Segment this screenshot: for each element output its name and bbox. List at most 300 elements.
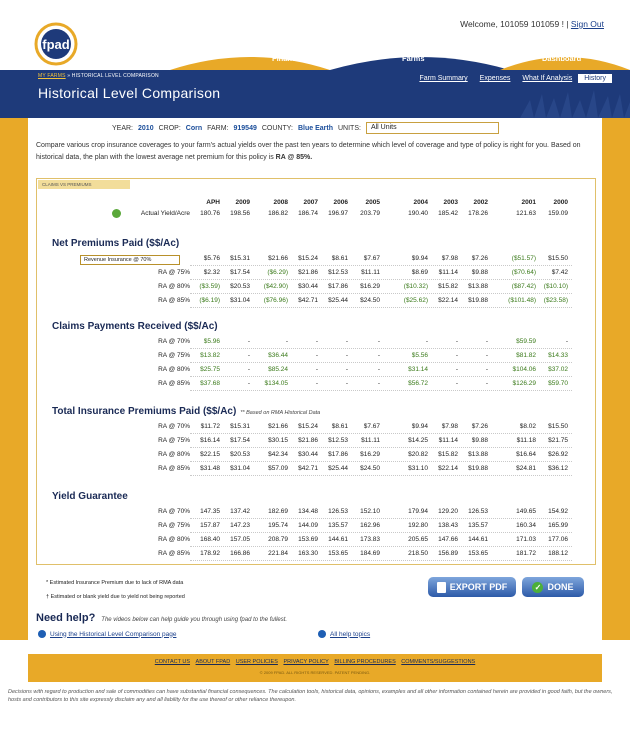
table-cell: 165.99 <box>548 522 568 529</box>
footer-link-privacy[interactable]: PRIVACY POLICY <box>283 659 329 665</box>
table-cell: 181.72 <box>516 550 536 557</box>
row-label: RA @ 85% <box>158 380 190 387</box>
row-divider <box>190 546 572 547</box>
table-cell: $19.88 <box>468 297 488 304</box>
tab-what-if-analysis[interactable]: What If Analysis <box>522 75 573 82</box>
intro-text <box>36 140 596 164</box>
table-cell: - <box>345 352 348 359</box>
table-cell: $9.88 <box>471 437 488 444</box>
table-cell: $19.88 <box>468 465 488 472</box>
actual-yield-value: 203.79 <box>360 210 380 217</box>
table-cell: 153.65 <box>328 550 348 557</box>
table-cell: ($6.19) <box>199 297 220 304</box>
footer-link-about[interactable]: ABOUT FPAD <box>195 659 231 665</box>
table-cell: $42.71 <box>298 297 318 304</box>
table-cell: ($10.32) <box>403 283 428 290</box>
actual-yield-value: 178.26 <box>468 210 488 217</box>
row-divider <box>190 447 572 448</box>
svg-text:fpad: fpad <box>42 37 70 52</box>
table-cell: 156.89 <box>438 550 458 557</box>
table-cell: - <box>315 366 318 373</box>
help-link-all-topics[interactable] <box>318 630 370 638</box>
tab-history[interactable]: History <box>578 74 612 83</box>
table-cell: - <box>315 352 318 359</box>
table-cell: $24.81 <box>516 465 536 472</box>
table-cell: - <box>565 338 568 345</box>
table-cell: $11.11 <box>361 437 380 444</box>
copyright: © 2009 FPAD. ALL RIGHTS RESERVED. PATENT PENDING. <box>259 670 371 675</box>
table-cell: $12.53 <box>328 269 348 276</box>
section-title-0 <box>52 238 179 249</box>
table-cell: 184.69 <box>360 550 380 557</box>
sign-out-link[interactable]: Sign Out <box>570 19 604 29</box>
table-cell: $57.09 <box>268 465 288 472</box>
table-cell: $16.64 <box>516 451 536 458</box>
row-divider <box>190 293 572 294</box>
row-label: RA @ 70% <box>158 508 190 515</box>
table-cell: - <box>315 380 318 387</box>
table-cell: - <box>455 352 458 359</box>
help-subtitle: The videos below can help guide you through using fpad to the fullest. <box>101 617 288 623</box>
table-cell: - <box>377 366 380 373</box>
actual-yield-value: 121.63 <box>516 210 536 217</box>
site-header <box>0 0 630 70</box>
table-cell: 166.86 <box>230 550 250 557</box>
section-title-1 <box>52 321 218 332</box>
table-cell: $42.34 <box>268 451 288 458</box>
column-header: 2007 <box>303 199 318 206</box>
table-cell: $36.12 <box>548 465 568 472</box>
table-cell: 179.94 <box>408 508 428 515</box>
table-cell: $16.29 <box>360 283 380 290</box>
table-cell: $22.14 <box>438 465 458 472</box>
actual-yield-value: 196.97 <box>328 210 348 217</box>
farm-selector <box>112 122 499 134</box>
pdf-icon <box>437 582 446 593</box>
row-label: RA @ 80% <box>158 451 190 458</box>
table-cell: 147.35 <box>200 508 220 515</box>
table-cell: $15.31 <box>230 423 250 430</box>
table-cell: $11.11 <box>361 269 380 276</box>
table-cell: 147.23 <box>230 522 250 529</box>
table-cell: 126.53 <box>468 508 488 515</box>
help-link-historical[interactable] <box>38 630 176 638</box>
table-cell: $16.29 <box>360 451 380 458</box>
table-cell: - <box>247 366 250 373</box>
disclaimer: Decisions with regard to production and sale of commodities can have substantial financial consequences. The calculation tools, historical data, opinions, examples and all other information contained herein are provided in good faith, but the owners, hosts and contributors to this site expressly disclaim any and all liability for the use thereof or other reliance thereupon. <box>8 689 613 703</box>
table-cell: 162.96 <box>360 522 380 529</box>
table-cell: - <box>485 352 488 359</box>
footer-link-contact-us[interactable]: CONTACT US <box>154 659 191 665</box>
tab-claims-vs-premiums[interactable]: CLAIMS VS PREMIUMS <box>38 180 130 189</box>
units-label: UNITS: <box>338 124 361 132</box>
play-icon <box>318 630 326 638</box>
table-cell: $21.86 <box>298 437 318 444</box>
section-title-text: Total Insurance Premiums Paid ($$/Ac) <box>52 406 237 417</box>
check-icon: ✓ <box>532 582 543 593</box>
table-cell: - <box>285 338 288 345</box>
table-cell: $31.10 <box>408 465 428 472</box>
table-cell: $2.32 <box>203 269 220 276</box>
footer-link-user-policies[interactable]: USER POLICIES <box>235 659 278 665</box>
table-cell: $15.24 <box>298 423 318 430</box>
crop-label: CROP: <box>158 124 181 132</box>
row-divider <box>190 376 572 377</box>
row-divider <box>190 307 572 308</box>
table-cell: $8.69 <box>411 269 428 276</box>
table-cell: 160.34 <box>516 522 536 529</box>
help-link-historical-label: Using the Historical Level Comparison page <box>50 630 177 638</box>
table-cell: ($42.90) <box>263 283 288 290</box>
footer-link-billing[interactable]: BILLING PROCEDURES <box>334 659 396 665</box>
table-cell: 208.79 <box>268 536 288 543</box>
table-cell: $9.94 <box>411 423 428 430</box>
actual-yield-value: 198.56 <box>230 210 250 217</box>
table-cell: $24.50 <box>360 465 380 472</box>
table-cell: ($10.10) <box>543 283 568 290</box>
help-link-all-topics-label: All help topics <box>330 630 371 638</box>
table-cell: 192.80 <box>408 522 428 529</box>
table-cell: ($87.42) <box>511 283 536 290</box>
done-label: DONE <box>547 582 574 592</box>
table-cell: 149.65 <box>516 508 536 515</box>
table-cell: $31.04 <box>230 465 250 472</box>
table-cell: 144.61 <box>328 536 348 543</box>
table-cell: 152.10 <box>360 508 380 515</box>
section-title-text: Yield Guarantee <box>52 491 128 502</box>
nav-tab-financials[interactable]: Financials <box>272 54 309 63</box>
table-cell: 144.61 <box>468 536 488 543</box>
breadcrumb-my-farms[interactable]: MY FARMS <box>38 73 66 79</box>
table-cell: $30.44 <box>298 451 318 458</box>
table-cell: $25.75 <box>200 366 220 373</box>
column-header: 2005 <box>365 199 380 206</box>
table-cell: $21.66 <box>268 423 288 430</box>
table-cell: $7.26 <box>471 423 488 430</box>
right-border <box>602 70 630 640</box>
actual-yield-value: 180.76 <box>200 210 220 217</box>
actual-yield-value: 186.74 <box>298 210 318 217</box>
column-header: APH <box>206 199 220 206</box>
section-note: ** Based on RMA Historical Data <box>240 410 321 416</box>
nav-tab-farms[interactable]: Farms <box>402 54 425 63</box>
table-cell: - <box>377 380 380 387</box>
table-cell: $7.26 <box>471 255 488 262</box>
farm-label: FARM: <box>207 124 229 132</box>
table-cell: $20.53 <box>230 283 250 290</box>
export-pdf-button[interactable] <box>428 577 516 597</box>
table-cell: - <box>485 366 488 373</box>
footer-link-comments[interactable]: COMMENTS/SUGGESTIONS <box>401 659 476 665</box>
table-cell: $21.66 <box>268 255 288 262</box>
section-title-text: Claims Payments Received ($$/Ac) <box>52 321 218 332</box>
table-cell: $17.54 <box>230 437 250 444</box>
table-cell: $20.82 <box>408 451 428 458</box>
table-cell: 188.12 <box>548 550 568 557</box>
column-header: 2009 <box>235 199 250 206</box>
play-icon <box>38 630 46 638</box>
tab-expenses[interactable]: Expenses <box>479 75 511 82</box>
sub-tabs <box>413 74 612 83</box>
breadcrumb <box>38 73 159 79</box>
welcome-bar: Welcome, 101059 101059 ! | Sign Out <box>460 19 604 29</box>
table-cell: $8.02 <box>519 423 536 430</box>
table-cell: $15.24 <box>298 255 318 262</box>
table-cell: 157.87 <box>200 522 220 529</box>
export-pdf-label: EXPORT PDF <box>449 582 508 592</box>
table-cell: 173.83 <box>360 536 380 543</box>
table-cell: $13.88 <box>468 451 488 458</box>
row-label: RA @ 75% <box>158 352 190 359</box>
table-cell: 182.69 <box>268 508 288 515</box>
table-cell: 129.20 <box>438 508 458 515</box>
table-cell: $9.88 <box>471 269 488 276</box>
row-label: RA @ 75% <box>158 437 190 444</box>
table-cell: ($6.29) <box>267 269 288 276</box>
footnote-estimated-yield: † Estimated or blank yield due to yield not being reported <box>46 594 185 600</box>
table-cell: $25.44 <box>328 465 348 472</box>
row-divider <box>190 348 572 349</box>
county-label: COUNTY: <box>261 124 293 132</box>
table-cell: - <box>345 338 348 345</box>
table-cell: $21.75 <box>548 437 568 444</box>
table-cell: - <box>455 338 458 345</box>
table-cell: $24.50 <box>360 297 380 304</box>
table-cell: $31.48 <box>200 465 220 472</box>
table-cell: $36.44 <box>268 352 288 359</box>
table-cell: $12.53 <box>328 437 348 444</box>
row-divider <box>190 265 572 266</box>
table-cell: $22.14 <box>438 297 458 304</box>
table-cell: - <box>345 380 348 387</box>
row-divider <box>190 461 572 462</box>
table-cell: $26.92 <box>548 451 568 458</box>
table-cell: $15.31 <box>230 255 250 262</box>
table-cell: - <box>377 352 380 359</box>
table-cell: 154.92 <box>548 508 568 515</box>
row-divider <box>190 433 572 434</box>
units-select[interactable]: All Units <box>366 122 499 134</box>
table-cell: $7.42 <box>551 269 568 276</box>
nav-tab-dashboard[interactable]: Dashboard <box>542 54 582 63</box>
table-cell: $17.86 <box>328 451 348 458</box>
table-cell: $13.82 <box>200 352 220 359</box>
table-cell: $7.98 <box>441 255 458 262</box>
table-cell: ($101.48) <box>508 297 536 304</box>
table-cell: - <box>485 380 488 387</box>
table-cell: $11.14 <box>438 269 458 276</box>
row-label: RA @ 85% <box>158 297 190 304</box>
table-cell: $7.67 <box>363 423 380 430</box>
county-value[interactable]: Blue Earth <box>297 124 333 132</box>
section-title-3 <box>52 491 128 502</box>
table-cell: ($70.64) <box>511 269 536 276</box>
table-cell: 138.43 <box>438 522 458 529</box>
column-header: 2003 <box>443 199 458 206</box>
table-cell: - <box>247 338 250 345</box>
table-cell: 134.48 <box>298 508 318 515</box>
table-cell: $9.94 <box>411 255 428 262</box>
footnote-estimated-premium: * Estimated Insurance Premium due to lack of RMA data <box>46 580 184 586</box>
table-cell: $17.54 <box>230 269 250 276</box>
table-cell: 195.74 <box>268 522 288 529</box>
table-cell: $59.70 <box>548 380 568 387</box>
table-cell: 178.92 <box>200 550 220 557</box>
row-label: RA @ 75% <box>158 522 190 529</box>
table-cell: 135.57 <box>328 522 348 529</box>
table-cell: $85.24 <box>268 366 288 373</box>
row-label: RA @ 70% <box>158 423 190 430</box>
year-value[interactable]: 2010 <box>138 124 154 132</box>
table-cell: 163.30 <box>298 550 318 557</box>
table-cell: 157.05 <box>230 536 250 543</box>
row-label: RA @ 85% <box>158 465 190 472</box>
table-cell: $15.50 <box>548 423 568 430</box>
table-cell: - <box>247 352 250 359</box>
nav-bar-arches <box>0 48 630 70</box>
table-cell: 177.06 <box>548 536 568 543</box>
row-label: RA @ 80% <box>158 283 190 290</box>
footer-links <box>28 659 602 665</box>
table-cell: $5.56 <box>411 352 428 359</box>
column-header: 2001 <box>521 199 536 206</box>
row-label: RA @ 80% <box>158 536 190 543</box>
table-cell: - <box>485 338 488 345</box>
help-section <box>36 612 287 624</box>
table-cell: 168.40 <box>200 536 220 543</box>
table-cell: - <box>377 338 380 345</box>
table-cell: 153.65 <box>468 550 488 557</box>
actual-yield-value: 190.40 <box>408 210 428 217</box>
column-header: 2000 <box>553 199 568 206</box>
table-cell: $20.53 <box>230 451 250 458</box>
row-divider <box>190 518 572 519</box>
table-cell: $30.15 <box>268 437 288 444</box>
table-cell: - <box>345 366 348 373</box>
table-cell: ($76.96) <box>263 297 288 304</box>
table-cell: - <box>425 338 428 345</box>
table-cell: $59.59 <box>516 338 536 345</box>
table-cell: $8.61 <box>331 423 348 430</box>
table-cell: $81.82 <box>516 352 536 359</box>
table-cell: $15.82 <box>438 283 458 290</box>
row-divider <box>190 362 572 363</box>
row-label: RA @ 85% <box>158 550 190 557</box>
table-cell: $134.05 <box>264 380 288 387</box>
table-cell: ($23.58) <box>543 297 568 304</box>
grass-decoration <box>520 86 630 118</box>
table-cell: $5.96 <box>203 338 220 345</box>
page-title: Historical Level Comparison <box>38 85 221 101</box>
column-header: 2006 <box>333 199 348 206</box>
table-cell: $14.25 <box>408 437 428 444</box>
actual-yield-value: 159.09 <box>548 210 568 217</box>
table-cell: $11.14 <box>438 437 458 444</box>
intro-line2: you. Based on historical data, the plan with the lowest average net premium for this policy is <box>36 142 581 161</box>
row-label: RA @ 75% <box>158 269 190 276</box>
tab-farm-summary[interactable]: Farm Summary <box>419 75 468 82</box>
column-header: 2008 <box>273 199 288 206</box>
help-title: Need help? <box>36 612 96 624</box>
table-cell: $31.04 <box>230 297 250 304</box>
table-cell: $126.29 <box>512 380 536 387</box>
table-cell: $11.72 <box>200 423 220 430</box>
table-cell: $37.68 <box>200 380 220 387</box>
table-cell: - <box>315 338 318 345</box>
site-footer <box>28 654 602 682</box>
table-cell: 205.65 <box>408 536 428 543</box>
table-cell: 218.50 <box>408 550 428 557</box>
row-divider <box>190 560 572 561</box>
actual-yield-label: Actual Yield/Acre <box>140 210 190 217</box>
row-label: RA @ 70% <box>158 338 190 345</box>
section-title-2 <box>52 406 320 417</box>
row-label: RA @ 80% <box>158 366 190 373</box>
table-cell: ($3.59) <box>199 283 220 290</box>
row-divider <box>190 279 572 280</box>
table-cell: $25.44 <box>328 297 348 304</box>
table-cell: $7.67 <box>363 255 380 262</box>
table-cell: 126.53 <box>328 508 348 515</box>
table-cell: $21.86 <box>298 269 318 276</box>
breadcrumb-current: » HISTORICAL LEVEL COMPARISON <box>65 73 159 79</box>
row-divider <box>190 532 572 533</box>
table-cell: $15.82 <box>438 451 458 458</box>
table-cell: ($51.57) <box>511 255 536 262</box>
actual-yield-value: 186.82 <box>268 210 288 217</box>
table-cell: ($25.62) <box>403 297 428 304</box>
row-divider <box>190 475 572 476</box>
table-cell: 144.09 <box>298 522 318 529</box>
year-label: YEAR: <box>112 124 134 132</box>
table-cell: $42.71 <box>298 465 318 472</box>
table-cell: $37.02 <box>548 366 568 373</box>
table-cell: 135.57 <box>468 522 488 529</box>
table-cell: $16.14 <box>200 437 220 444</box>
table-cell: 171.03 <box>516 536 536 543</box>
row-divider <box>190 390 572 391</box>
table-cell: $8.61 <box>331 255 348 262</box>
best-plan: RA @ 85%. <box>275 154 313 161</box>
table-cell: $11.18 <box>516 437 536 444</box>
actual-yield-value: 185.42 <box>438 210 458 217</box>
table-cell: $14.33 <box>548 352 568 359</box>
table-cell: $22.15 <box>200 451 220 458</box>
table-cell: $56.72 <box>408 380 428 387</box>
table-cell: 153.69 <box>298 536 318 543</box>
welcome-text: Welcome, 101059 101059 ! <box>460 19 564 29</box>
crop-value[interactable]: Corn <box>185 124 203 132</box>
table-cell: 221.84 <box>268 550 288 557</box>
table-cell: $17.86 <box>328 283 348 290</box>
column-header: 2004 <box>413 199 428 206</box>
table-cell: 137.42 <box>230 508 250 515</box>
table-cell: $5.76 <box>203 255 220 262</box>
table-cell: 147.66 <box>438 536 458 543</box>
table-cell: - <box>455 380 458 387</box>
table-cell: $30.44 <box>298 283 318 290</box>
table-cell: - <box>455 366 458 373</box>
left-border <box>0 70 28 640</box>
revenue-insurance-select[interactable]: Revenue Insurance @ 70% <box>80 255 180 265</box>
table-cell: $15.50 <box>548 255 568 262</box>
table-cell: - <box>247 380 250 387</box>
table-cell: $7.98 <box>441 423 458 430</box>
done-button[interactable] <box>522 577 584 597</box>
table-cell: $13.88 <box>468 283 488 290</box>
table-cell: $31.14 <box>408 366 428 373</box>
farm-value[interactable]: 919549 <box>233 124 257 132</box>
